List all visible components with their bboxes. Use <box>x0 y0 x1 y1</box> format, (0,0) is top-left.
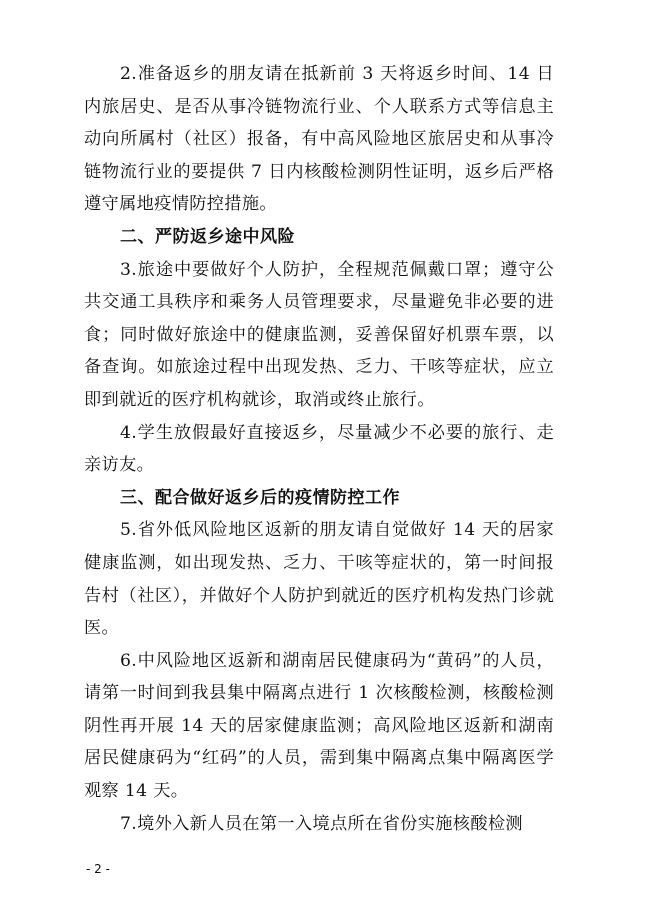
page-number: - 2 - <box>86 862 110 876</box>
section-heading-3: 三、配合做好返乡后的疫情防控工作 <box>120 487 400 508</box>
paragraph-item-2: 2.准备返乡的朋友请在抵新前 3 天将返乡时间、14 日内旅居史、是否从事冷链物流行业、个人联系方式等信息主动向所属村（社区）报备，有中高风险地区旅居史和从事冷链物流行业的要提供 7 日内核酸检测阴性证明，返乡后严格遵守属地疫情防控措施。 <box>84 64 554 215</box>
section-heading-2: 二、严防返乡途中风险 <box>120 226 295 247</box>
paragraph-item-3: 3.旅途中要做好个人防护，全程规范佩戴口罩；遵守公共交通工具秩序和乘务人员管理要求，尽量避免非必要的进食；同时做好旅途中的健康监测，妥善保留好机票车票，以备查询。如旅途过程中出现发热、乏力、干咳等症状，应立即到就近的医疗机构就诊，取消或终止旅行。 <box>84 259 554 410</box>
paragraph-item-7: 7.境外入新人员在第一入境点所在省份实施核酸检测 <box>120 813 523 834</box>
document-body <box>84 58 554 840</box>
paragraph-item-6: 6.中风险地区返新和湖南居民健康码为“黄码”的人员，请第一时间到我县集中隔离点进行 1 次核酸检测，核酸检测阴性再开展 14 天的居家健康监测；高风险地区返新和湖南居民健康码为“红码”的人员，需到集中隔离点集中隔离医学观察 14 天。 <box>84 650 554 802</box>
paragraph-item-4: 4.学生放假最好直接返乡，尽量减少不必要的旅行、走亲访友。 <box>84 422 554 476</box>
paragraph-item-5: 5.省外低风险地区返新的朋友请自觉做好 14 天的居家健康监测，如出现发热、乏力、干咳等症状的，第一时间报告村（社区），并做好个人防护到就近的医疗机构发热门诊就医。 <box>84 520 554 639</box>
